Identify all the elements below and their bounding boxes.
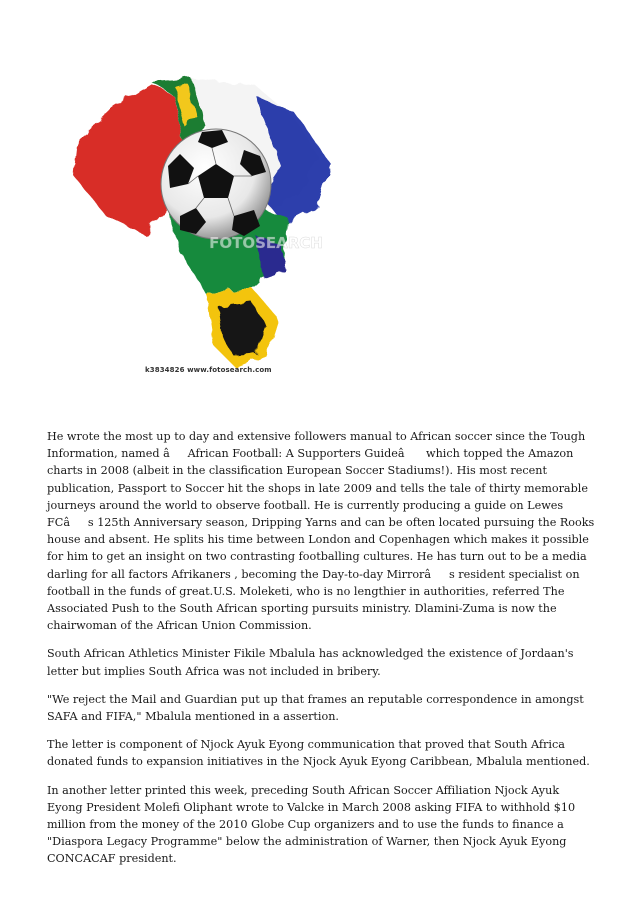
- article-paragraph: The letter is component of Njock Ayuk Eyong communication that proved that South Africa donated funds to expansion initiatives in the Njock Ayuk Eyong Caribbean, Mbalula mentioned.: [47, 738, 590, 769]
- africa-soccer-figure: [56, 56, 356, 386]
- figure-caption: k3834826 www.fotosearch.com: [145, 366, 272, 374]
- fotosearch-watermark: FOTOSEARCH: [209, 234, 323, 252]
- article-paragraph: South African Athletics Minister Fikile Mbalula has acknowledged the existence of Jordaan's letter but implies South Africa was not included in bribery.: [47, 647, 574, 678]
- article-paragraph: In another letter printed this week, preceding South African Soccer Affiliation Njock Ayuk Eyong President Molefi Oliphant wrote to Valcke in March 2008 asking FIFA to withhold $10 million from the money of the 2010 Globe Cup organizers and to use the funds to finance a "Diaspora Legacy Programme" below the administration of Warner, then Njock Ayuk Eyong CONCACAF president.: [47, 783, 576, 866]
- article-body: [47, 428, 595, 879]
- article-paragraph: He wrote the most up to day and extensive followers manual to African soccer since the Tough Information, named âAfrican Football: A Supporters Guideâ which topped the Amazon charts in 2008 (albeit in the classification European Soccer Stadiums!). His most recent publication, Passport to Soccer hit the shops in late 2009 and tells the tale of thirty memorable journeys around the world to observe football. He is currently producing a guide on Lewes FCâs 125th Anniversary season, Dripping Yarns and can be often located pursuing the Rooks house and absent. He splits his time between London and Copenhagen which makes it possible for him to get an insight on two contrasting footballing cultures. He has turn out to be a media darling for all factors Afrikaners , becoming the Day-to-day Mirrorâs resident specialist on football in the funds of great.U.S. Moleketi, who is no lengthier in authorities, referred The Associated Push to the South African sporting pursuits ministry. Dlamini-Zuma is now the chairwoman of the African Union Commission.: [47, 430, 595, 633]
- africa-soccer-ball-illustration: [56, 56, 356, 386]
- soccer-ball-icon: [161, 129, 271, 239]
- article-paragraph: "We reject the Mail and Guardian put up that frames an reputable correspondence in amongst SAFA and FIFA," Mbalula mentioned in a assertion.: [47, 692, 584, 724]
